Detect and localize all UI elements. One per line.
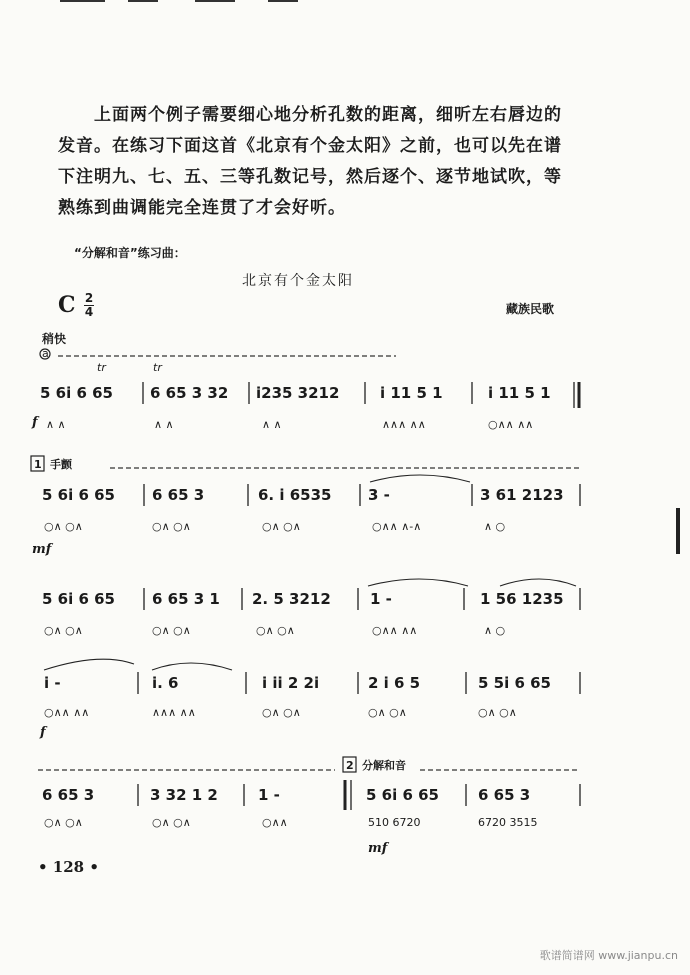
row5-marks5: 6720 3515	[478, 816, 538, 829]
row4-bar2: i. 6	[152, 674, 179, 692]
row-1	[31, 382, 579, 431]
row-3	[42, 579, 580, 637]
row2-bar4: 3 -	[368, 486, 390, 504]
para-line-4: 熟练到曲调能完全连贯了才会好听。	[58, 198, 346, 218]
song-origin: 藏族民歌	[506, 302, 555, 316]
row4-bar1: i -	[44, 674, 61, 692]
row5-marks4: 510 6720	[368, 816, 421, 829]
row2-marks3: ○∧ ○∧	[262, 520, 301, 533]
row2-dynamic: mf	[32, 542, 52, 557]
row4-slur-2	[152, 663, 232, 670]
row3-bar4: 1 -	[370, 590, 392, 608]
row-5	[42, 780, 580, 856]
trill-2: tr	[153, 361, 162, 374]
circle-marker-letter: a	[42, 347, 49, 360]
row4-marks2: ∧∧∧ ∧∧	[152, 706, 196, 719]
row5-bar4: 5 6i 6 65	[366, 786, 439, 804]
row2-bar1: 5 6i 6 65	[42, 486, 115, 504]
row4-slur-1	[44, 659, 134, 670]
row3-marks5: ∧ ○	[484, 624, 506, 637]
row4-bar3: i ii 2 2i	[262, 674, 320, 692]
key-signature: C	[58, 292, 76, 318]
row-2	[32, 475, 580, 557]
row4-marks1: ○∧∧ ∧∧	[44, 706, 90, 719]
row2-slur	[370, 475, 470, 482]
row4-marks4: ○∧ ○∧	[368, 706, 407, 719]
row2-marks2: ○∧ ○∧	[152, 520, 191, 533]
row1-bar1: 5 6i 6 65	[40, 384, 113, 402]
row3-marks3: ○∧ ○∧	[256, 624, 295, 637]
row1-marks3: ∧ ∧	[262, 418, 282, 431]
row1-bar2: 6 65 3 32	[150, 384, 229, 402]
tempo-marking: 稍快	[42, 332, 67, 346]
row1-dynamic: f	[32, 415, 38, 430]
section-label-2: 分解和音	[362, 759, 406, 772]
row4-marks3: ○∧ ○∧	[262, 706, 301, 719]
row5-marks2: ○∧ ○∧	[152, 816, 191, 829]
row4-marks5: ○∧ ○∧	[478, 706, 517, 719]
row3-marks4: ○∧∧ ∧∧	[372, 624, 418, 637]
row3-slur-1	[368, 579, 468, 586]
row2-marks1: ○∧ ○∧	[44, 520, 83, 533]
row4-bar5: 5 5i 6 65	[478, 674, 551, 692]
row1-bar4: i 11 5 1	[380, 384, 443, 402]
section-number-2: 2	[346, 759, 354, 772]
para-line-1: 上面两个例子需要细心地分析孔数的距离，细听左右唇边的	[94, 105, 562, 125]
para-line-3: 下注明九、七、五、三等孔数记号，然后逐个、逐节地试吹，等	[58, 167, 562, 187]
row1-marks2: ∧ ∧	[154, 418, 174, 431]
page-number: • 128 •	[38, 858, 99, 876]
row1-marks5: ○∧∧ ∧∧	[488, 418, 534, 431]
row1-bar3: i235 3212	[256, 384, 340, 402]
para-line-2: 发音。在练习下面这首《北京有个金太阳》之前，也可以先在谱	[58, 136, 562, 156]
row5-bar3: 1 -	[258, 786, 280, 804]
song-title: 北京有个金太阳	[242, 273, 354, 289]
row3-bar2: 6 65 3 1	[152, 590, 220, 608]
row3-marks2: ○∧ ○∧	[152, 624, 191, 637]
row5-marks3: ○∧∧	[262, 816, 288, 829]
row4-bar4: 2 i 6 5	[368, 674, 421, 692]
row5-marks1: ○∧ ○∧	[44, 816, 83, 829]
section-label-1: 手颤	[50, 458, 72, 471]
row1-marks1: ∧ ∧	[46, 418, 66, 431]
row5-bar5: 6 65 3	[478, 786, 531, 804]
row2-bar2: 6 65 3	[152, 486, 205, 504]
meter-bottom: 4	[84, 305, 94, 319]
row2-bar3: 6. i 6535	[258, 486, 332, 504]
row3-marks1: ○∧ ○∧	[44, 624, 83, 637]
row5-dynamic: mf	[368, 841, 388, 856]
row3-bar3: 2. 5 3212	[252, 590, 331, 608]
section-number-1: 1	[34, 458, 42, 471]
row2-marks5: ∧ ○	[484, 520, 506, 533]
meter-top: 2	[84, 291, 94, 305]
exercise-label: “分解和音”练习曲：	[74, 246, 186, 260]
margin-mark	[676, 508, 680, 554]
row1-marks4: ∧∧∧ ∧∧	[382, 418, 426, 431]
row2-bar5: 3 61 2123	[480, 486, 564, 504]
row2-marks4: ○∧∧ ∧-∧	[372, 520, 422, 533]
row3-slur-2	[500, 579, 576, 586]
row-4	[39, 659, 580, 740]
row5-bar2: 3 32 1 2	[150, 786, 218, 804]
row3-bar1: 5 6i 6 65	[42, 590, 115, 608]
trill-1: tr	[97, 361, 106, 374]
watermark: 歌谱简谱网 www.jianpu.cn	[539, 949, 678, 962]
row3-bar5: 1 56 1235	[480, 590, 564, 608]
row1-bar5: i 11 5 1	[488, 384, 551, 402]
row5-bar1: 6 65 3	[42, 786, 95, 804]
row4-dynamic: f	[40, 725, 46, 740]
